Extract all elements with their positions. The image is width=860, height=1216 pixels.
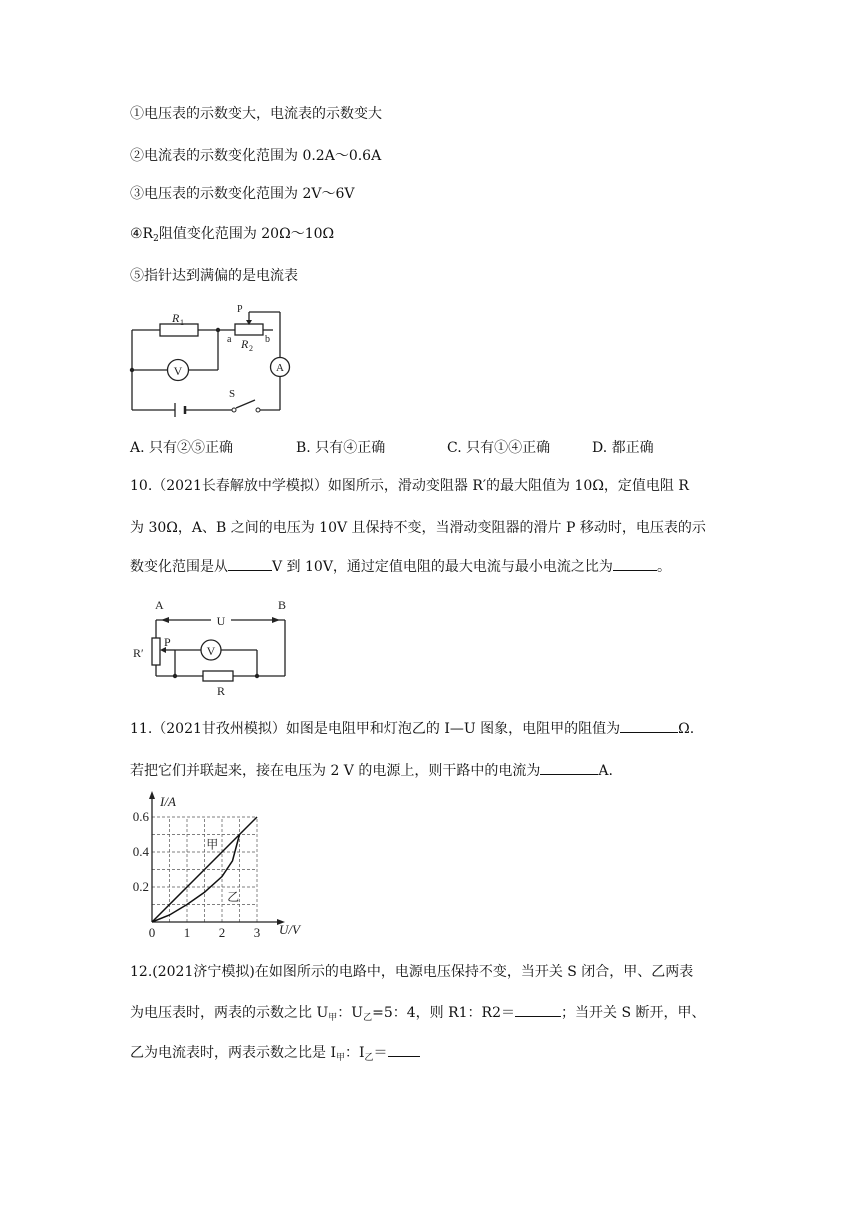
q12-blank-2[interactable] [388,1042,420,1057]
circuit-diagram-1 [125,300,300,415]
label-p-2: P [164,635,171,649]
q10-line-3c: 。 [656,559,671,575]
statement-4 [130,224,334,249]
x-tick-label: 3 [253,925,261,940]
statement-4-part-b: 阻值变化范围为 20Ω～10Ω [158,226,335,242]
y-tick-label: 0.2 [132,879,149,894]
label-r1-sub: 1 [180,318,184,327]
q10-line-1: 10.（2021长春解放中学模拟）如图所示，滑动变阻器 R′的最大阻值为 10Ω，定值电阻 R [130,478,689,494]
label-v-2: V [206,644,216,658]
q12-line-2b: ：U [337,1005,364,1021]
label-ammeter: A [276,362,284,374]
label-r2: R [241,337,249,351]
label-r-prime: R′ [133,646,144,660]
label-v: V [173,364,183,378]
statement-3: ③电压表的示数变化范围为 2V～6V [130,186,355,202]
q10-line-2: 为 30Ω，A、B 之间的电压为 10V 且保持不变，当滑动变阻器的滑片 P 移动时，电压表的示 [130,520,706,536]
q12-blank-1[interactable] [515,1002,561,1017]
q10-line-3b: V 到 10V，通过定值电阻的最大电流与最小电流之比为 [272,559,613,575]
statement-2: ②电流表的示数变化范围为 0.2A～0.6A [130,148,382,164]
label-r2-sub: 2 [249,344,253,353]
label-point-b: B [278,598,287,612]
y-axis-arrow [149,791,155,799]
q12-sub-jia-2: 甲 [335,1053,345,1063]
label-p: P [237,304,243,315]
x-tick-label: 0 [148,925,156,940]
option-b: B. 只有④正确 [296,440,386,456]
q11-blank-1[interactable] [620,718,678,733]
q12-line-3c: ＝ [373,1045,388,1061]
rheostat-r-prime [152,638,160,665]
q12-line-2a: 为电压表时，两表的示数之比 U [130,1005,329,1021]
statement-4-part-a: ④R [130,226,154,242]
x-axis-label: U/V [279,922,300,937]
q12-sub-yi-1: 乙 [363,1013,373,1023]
q11-line-1 [130,718,694,739]
q12-sub-jia-1: 甲 [328,1013,338,1023]
q10-line-3a: 数变化范围是从 [130,559,228,575]
y-tick-label: 0.4 [132,844,149,859]
series-label-jia: 甲 [206,837,219,852]
q12-sub-yi-2: 乙 [364,1053,374,1063]
label-point-a: A [155,598,164,612]
iu-chart [128,792,318,942]
q12-line-3a: 乙为电流表时，两表示数之比是 I [130,1045,336,1061]
q10-line-3 [130,556,671,577]
q12-line-2c: =5：4，则 R1：R2＝ [372,1005,515,1021]
label-b: b [265,334,270,345]
option-a: A. 只有②⑤正确 [130,440,234,456]
statement-4-subscript: 2 [153,234,159,244]
q11-line-2 [130,760,613,781]
resistor-r1 [160,324,198,336]
circuit-diagram-2 [133,596,303,698]
q11-line-2b: A. [598,763,613,779]
x-tick-label: 1 [183,925,191,940]
label-r1: R [172,311,180,325]
label-a: a [227,334,232,345]
x-tick-label: 2 [218,925,226,940]
statement-1: ①电压表的示数变大，电流表的示数变大 [130,106,382,122]
q12-line-2 [130,1002,706,1028]
option-d: D. 都正确 [592,440,654,456]
q11-line-2a: 若把它们并联起来，接在电压为 2 V 的电源上，则干路中的电流为 [130,763,541,779]
y-tick-label: 0.6 [132,809,149,824]
q12-line-3 [130,1042,420,1068]
q12-line-3b: ：I [345,1045,365,1061]
q10-blank-2[interactable] [613,556,657,571]
label-r: R [217,684,226,698]
series-label-yi: 乙 [227,890,240,904]
q11-line-1a: 11.（2021甘孜州模拟）如图是电阻甲和灯泡乙的 I—U 图象，电阻甲的阻值为 [130,721,621,737]
option-c: C. 只有①④正确 [447,440,551,456]
rheostat-r2 [235,324,263,335]
statement-5: ⑤指针达到满偏的是电流表 [130,268,298,284]
label-s: S [229,388,236,400]
q11-line-1b: Ω. [678,721,695,737]
label-u: U [216,614,226,628]
q10-blank-1[interactable] [228,556,272,571]
q12-line-2d: ；当开关 S 断开，甲、 [561,1005,706,1021]
y-axis-label: I/A [160,794,176,809]
resistor-r [203,671,233,681]
q11-blank-2[interactable] [540,760,598,775]
q12-line-1: 12.(2021济宁模拟)在如图所示的电路中，电源电压保持不变，当开关 S 闭合，甲、乙两表 [130,964,694,980]
